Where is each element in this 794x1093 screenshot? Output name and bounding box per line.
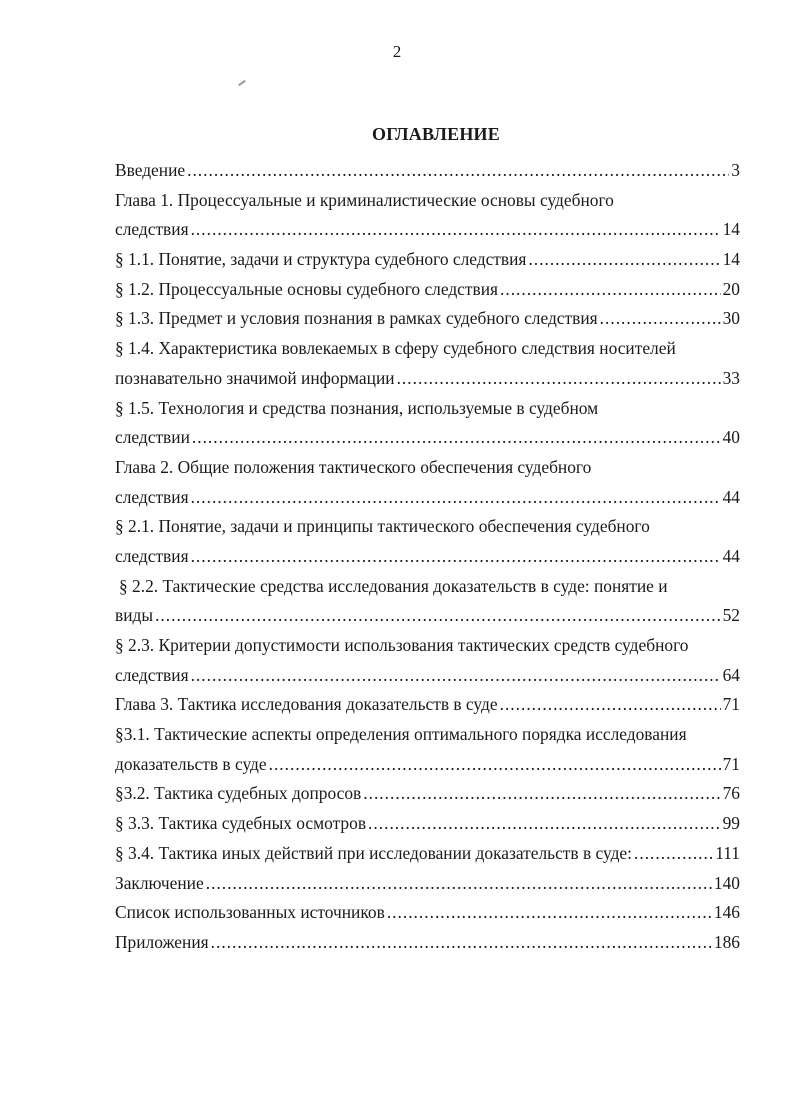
scan-mark	[238, 80, 246, 86]
toc-line	[115, 364, 740, 394]
toc-leader-dots	[191, 661, 721, 691]
toc-line	[115, 304, 740, 334]
toc-heading-text: Глава 2. Общие положения тактического обеспечения судебного	[115, 456, 592, 477]
toc-page-number: 52	[722, 605, 740, 626]
toc-entry-title: § 1.2. Процессуальные основы судебного следствия	[115, 278, 499, 299]
page-number: 2	[392, 42, 402, 61]
toc-page-number: 40	[722, 427, 740, 448]
toc-leader-dots	[363, 779, 720, 809]
toc-line	[115, 601, 740, 631]
toc-page-number: 64	[722, 664, 740, 685]
toc-page-number: 76	[722, 783, 740, 804]
toc-heading-text: § 1.5. Технология и средства познания, используемые в судебном	[115, 397, 599, 418]
toc-entry-title: познавательно значимой информации	[115, 367, 395, 388]
toc-line	[115, 750, 740, 780]
toc-leader-dots	[634, 839, 713, 869]
table-of-contents	[115, 156, 740, 958]
toc-line	[115, 512, 740, 542]
toc-line	[115, 839, 740, 869]
toc-line	[115, 869, 740, 899]
page-title: ОГЛАВЛЕНИЕ	[372, 124, 500, 144]
toc-line	[115, 245, 740, 275]
toc-page-number: 146	[713, 902, 740, 923]
toc-leader-dots	[387, 898, 712, 928]
toc-leader-dots	[397, 364, 721, 394]
toc-line	[115, 453, 740, 483]
toc-entry-title: Глава 3. Тактика исследования доказательств в суде	[115, 694, 498, 715]
toc-page-number: 14	[722, 219, 740, 240]
toc-page-number: 71	[722, 694, 740, 715]
toc-line	[115, 542, 740, 572]
toc-entry-title: доказательств в суде	[115, 753, 267, 774]
toc-line	[115, 156, 740, 186]
toc-page-number: 71	[722, 753, 740, 774]
toc-line	[115, 423, 740, 453]
toc-heading-text: §3.1. Тактические аспекты определения оптимального порядка исследования	[115, 724, 687, 745]
toc-page-number: 3	[731, 160, 740, 180]
toc-line	[115, 631, 740, 661]
toc-leader-dots	[191, 542, 721, 572]
toc-page-number: 44	[722, 486, 740, 507]
toc-leader-dots	[500, 275, 721, 305]
toc-entry-title: следствия	[115, 664, 189, 685]
toc-page-number: 44	[722, 545, 740, 566]
toc-line	[115, 334, 740, 364]
toc-line	[115, 186, 740, 216]
toc-line	[115, 661, 740, 691]
toc-entry-title: §3.2. Тактика судебных допросов	[115, 783, 362, 804]
toc-heading-text: § 1.4. Характеристика вовлекаемых в сферу судебного следствия носителей	[115, 338, 676, 359]
toc-leader-dots	[155, 601, 721, 631]
toc-entry-title: § 3.3. Тактика судебных осмотров	[115, 813, 367, 834]
toc-entry-title: Приложения	[115, 931, 209, 952]
toc-leader-dots	[500, 690, 721, 720]
toc-line	[115, 275, 740, 305]
toc-entry-title: виды	[115, 605, 154, 626]
toc-leader-dots	[206, 869, 712, 899]
toc-heading-text: § 2.1. Понятие, задачи и принципы тактического обеспечения судебного	[115, 516, 650, 537]
toc-line	[115, 483, 740, 513]
toc-page-number: 99	[722, 813, 740, 834]
toc-line	[115, 720, 740, 750]
toc-page-number: 30	[722, 308, 740, 329]
toc-heading-text: Глава 1. Процессуальные и криминалистические основы судебного	[115, 189, 614, 210]
toc-line	[115, 394, 740, 424]
toc-entry-title: следствия	[115, 219, 189, 240]
toc-entry-title: следствии	[115, 427, 190, 448]
toc-page-number: 14	[722, 249, 740, 270]
toc-leader-dots	[528, 245, 720, 275]
toc-leader-dots	[368, 809, 721, 839]
toc-entry-title: Введение	[115, 160, 186, 180]
toc-leader-dots	[187, 156, 729, 186]
toc-page-number: 33	[722, 367, 740, 388]
toc-line	[115, 690, 740, 720]
toc-page-number: 186	[713, 931, 740, 952]
toc-heading-text: § 2.3. Критерии допустимости использования тактических средств судебного	[115, 635, 689, 655]
toc-line	[115, 572, 740, 602]
toc-line	[115, 809, 740, 839]
toc-entry-title: Список использованных источников	[115, 902, 385, 923]
toc-entry-title: Заключение	[115, 872, 204, 893]
toc-leader-dots	[600, 304, 721, 334]
toc-entry-title: § 3.4. Тактика иных действий при исследовании доказательств в суде:	[115, 842, 632, 863]
toc-line	[115, 928, 740, 958]
toc-page-number: 140	[713, 872, 740, 893]
toc-line	[115, 898, 740, 928]
toc-leader-dots	[269, 750, 721, 780]
toc-line	[115, 215, 740, 245]
toc-entry-title: следствия	[115, 486, 189, 507]
toc-heading-text: § 2.2. Тактические средства исследования доказательств в суде: понятие и	[119, 575, 668, 596]
toc-leader-dots	[192, 423, 721, 453]
toc-line	[115, 779, 740, 809]
toc-leader-dots	[211, 928, 712, 958]
toc-leader-dots	[191, 483, 721, 513]
toc-entry-title: § 1.3. Предмет и условия познания в рамках судебного следствия	[115, 308, 598, 329]
toc-entry-title: следствия	[115, 545, 189, 566]
toc-entry-title: § 1.1. Понятие, задачи и структура судебного следствия	[115, 249, 527, 270]
toc-leader-dots	[191, 215, 721, 245]
toc-page-number: 20	[722, 278, 740, 299]
toc-page-number: 111	[715, 842, 740, 863]
